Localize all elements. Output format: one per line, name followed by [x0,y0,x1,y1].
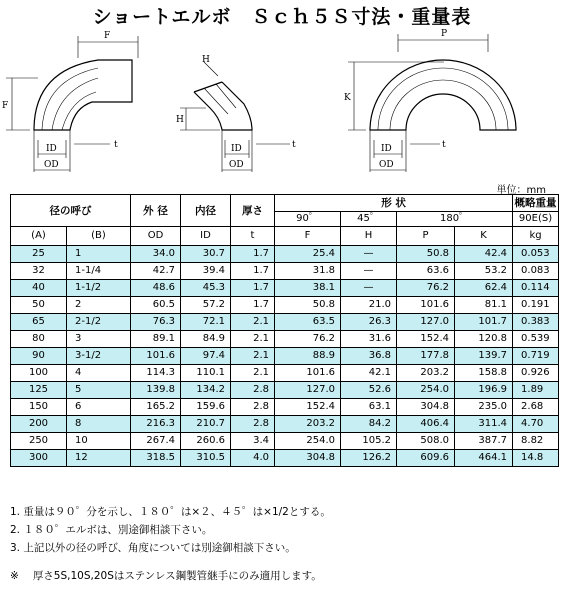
cell-k: 235.0 [455,399,513,416]
header-shape: 形 状 [275,195,513,212]
cell-f: 38.1 [275,280,341,297]
cell-thickness: 2.1 [231,314,275,331]
diagram-label-h-top: H [202,55,210,65]
cell-h: 84.2 [341,416,397,433]
cell-size-b: 1 [67,246,131,263]
cell-weight: 2.68 [513,399,559,416]
cell-size-a: 65 [11,314,67,331]
header-k-symbol: K [455,227,513,246]
cell-f: 127.0 [275,382,341,399]
cell-thickness: 2.8 [231,416,275,433]
cell-size-a: 250 [11,433,67,450]
cell-size-b: 4 [67,365,131,382]
cell-k: 158.8 [455,365,513,382]
cell-p: 406.4 [397,416,455,433]
cell-outer-diameter: 89.1 [131,331,181,348]
cell-size-a: 40 [11,280,67,297]
cell-weight: 14.8 [513,450,559,467]
cell-size-a: 200 [11,416,67,433]
cell-size-a: 90 [11,348,67,365]
cell-thickness: 2.8 [231,382,275,399]
cell-inner-diameter: 30.7 [181,246,231,263]
cell-outer-diameter: 318.5 [131,450,181,467]
cell-weight: 0.114 [513,280,559,297]
cell-weight: 0.719 [513,348,559,365]
cell-k: 101.7 [455,314,513,331]
diagram-label-id-45: ID [231,144,242,154]
cell-size-b: 2-1/2 [67,314,131,331]
elbow-90-drawing [6,36,138,172]
cell-p: 63.6 [397,263,455,280]
cell-h: 42.1 [341,365,397,382]
header-45deg: 45゜ [341,212,397,227]
table-row [11,246,559,263]
diagram-label-t-45: t [292,140,296,150]
cell-size-a: 300 [11,450,67,467]
footnote-text: 厚さ5S,10S,20Sはステンレス鋼製管継手にのみ適用します。 [32,570,322,582]
elbow-180-drawing [348,34,516,172]
cell-weight: 8.82 [513,433,559,450]
dimension-table [10,194,559,467]
header-weight: 概略重量 [513,195,559,212]
cell-thickness: 1.7 [231,246,275,263]
cell-p: 203.2 [397,365,455,382]
header-outer-diameter: 外 径 [131,195,181,227]
cell-k: 53.2 [455,263,513,280]
cell-thickness: 2.1 [231,331,275,348]
diagram-label-t-90: t [114,140,118,150]
cell-p: 127.0 [397,314,455,331]
cell-size-b: 3 [67,331,131,348]
table-row [11,297,559,314]
elbow-45-drawing [180,62,290,172]
diagram-label-id-90: ID [46,144,57,154]
cell-h: 126.2 [341,450,397,467]
table-row [11,348,559,365]
header-p-symbol: P [397,227,455,246]
table-row [11,280,559,297]
cell-p: 177.8 [397,348,455,365]
table-row [11,399,559,416]
cell-outer-diameter: 267.4 [131,433,181,450]
cell-h: 63.1 [341,399,397,416]
cell-thickness: 2.1 [231,348,275,365]
table-row [11,416,559,433]
cell-k: 139.7 [455,348,513,365]
table-row [11,382,559,399]
cell-k: 387.7 [455,433,513,450]
cell-size-a: 25 [11,246,67,263]
header-h-symbol: H [341,227,397,246]
cell-inner-diameter: 45.3 [181,280,231,297]
table-row [11,450,559,467]
cell-p: 101.6 [397,297,455,314]
cell-f: 254.0 [275,433,341,450]
cell-p: 609.6 [397,450,455,467]
cell-f: 304.8 [275,450,341,467]
diagram-label-p: P [441,29,448,39]
unit-label: 単位：mm [496,185,546,196]
cell-inner-diameter: 210.7 [181,416,231,433]
cell-h: 31.6 [341,331,397,348]
table-row [11,365,559,382]
cell-inner-diameter: 159.6 [181,399,231,416]
cell-inner-diameter: 84.9 [181,331,231,348]
cell-size-a: 125 [11,382,67,399]
cell-size-b: 1-1/2 [67,280,131,297]
cell-k: 42.4 [455,246,513,263]
header-180deg: 180゜ [397,212,513,227]
cell-size-b: 6 [67,399,131,416]
cell-inner-diameter: 310.5 [181,450,231,467]
header-b: (B) [67,227,131,246]
diagram-label-f-top: F [104,31,111,41]
header-kg: kg [513,227,559,246]
diagram-label-od-90: OD [44,160,59,170]
cell-size-b: 5 [67,382,131,399]
cell-p: 254.0 [397,382,455,399]
diagram-label-k: K [344,93,351,103]
cell-outer-diameter: 76.3 [131,314,181,331]
cell-size-a: 150 [11,399,67,416]
cell-p: 508.0 [397,433,455,450]
cell-h: 36.8 [341,348,397,365]
cell-inner-diameter: 110.1 [181,365,231,382]
diagram-label-od-180: OD [379,160,394,170]
diagram-label-t-180: t [442,140,446,150]
cell-weight: 0.926 [513,365,559,382]
header-t-symbol: t [231,227,275,246]
cell-h: — [341,280,397,297]
cell-outer-diameter: 165.2 [131,399,181,416]
cell-weight: 0.539 [513,331,559,348]
cell-inner-diameter: 97.4 [181,348,231,365]
cell-p: 304.8 [397,399,455,416]
cell-size-a: 100 [11,365,67,382]
header-inner-diameter: 内径 [181,195,231,227]
cell-size-b: 12 [67,450,131,467]
note-2: 2. １８０゜エルボは、別途御相談下さい。 [10,524,213,536]
cell-thickness: 2.8 [231,399,275,416]
cell-inner-diameter: 57.2 [181,297,231,314]
cell-f: 50.8 [275,297,341,314]
cell-f: 31.8 [275,263,341,280]
note-1: 1. 重量は９０゜分を示し、１８０゜は×２、４５゜は×1/2とする。 [10,506,331,518]
cell-h: 26.3 [341,314,397,331]
elbow-drawings [0,22,564,184]
cell-h: — [341,246,397,263]
page-title: ショートエルボ Ｓｃｈ５Ｓ寸法・重量表 [92,6,472,28]
footnote-mark: ※ [10,570,19,582]
cell-p: 50.8 [397,246,455,263]
cell-h: 21.0 [341,297,397,314]
header-thickness: 厚さ [231,195,275,227]
header-a: (A) [11,227,67,246]
cell-k: 196.9 [455,382,513,399]
table-body [11,246,559,467]
diagram-label-f-side: F [2,101,9,111]
header-weight-sub: 90E(S) [513,212,559,227]
header-90deg: 90゜ [275,212,341,227]
cell-size-a: 50 [11,297,67,314]
cell-outer-diameter: 60.5 [131,297,181,314]
cell-outer-diameter: 34.0 [131,246,181,263]
cell-size-a: 32 [11,263,67,280]
diagram-label-id-180: ID [381,144,392,154]
cell-thickness: 1.7 [231,297,275,314]
cell-size-b: 1-1/4 [67,263,131,280]
cell-size-b: 8 [67,416,131,433]
cell-outer-diameter: 139.8 [131,382,181,399]
cell-inner-diameter: 72.1 [181,314,231,331]
header-nominal-size: 径の呼び [11,195,131,227]
cell-thickness: 2.1 [231,365,275,382]
cell-f: 203.2 [275,416,341,433]
diagram-label-od-45: OD [229,160,244,170]
cell-h: 105.2 [341,433,397,450]
cell-outer-diameter: 42.7 [131,263,181,280]
diagram-label-h-side: H [176,115,184,125]
table-row [11,314,559,331]
footnote [10,568,322,583]
cell-size-a: 80 [11,331,67,348]
note-3: 3. 上記以外の径の呼び、角度については別途御相談下さい。 [10,542,296,554]
notes [10,503,331,557]
header-id-symbol: ID [181,227,231,246]
cell-size-b: 3-1/2 [67,348,131,365]
cell-k: 311.4 [455,416,513,433]
cell-weight: 0.191 [513,297,559,314]
cell-inner-diameter: 134.2 [181,382,231,399]
elbow-diagrams [0,22,564,184]
cell-thickness: 1.7 [231,280,275,297]
cell-size-b: 10 [67,433,131,450]
table-row [11,331,559,348]
cell-inner-diameter: 39.4 [181,263,231,280]
cell-p: 152.4 [397,331,455,348]
table-row [11,433,559,450]
cell-outer-diameter: 114.3 [131,365,181,382]
cell-p: 76.2 [397,280,455,297]
cell-thickness: 3.4 [231,433,275,450]
cell-size-b: 2 [67,297,131,314]
cell-f: 88.9 [275,348,341,365]
cell-inner-diameter: 260.6 [181,433,231,450]
cell-f: 63.5 [275,314,341,331]
cell-weight: 1.89 [513,382,559,399]
cell-h: 52.6 [341,382,397,399]
cell-outer-diameter: 216.3 [131,416,181,433]
cell-thickness: 4.0 [231,450,275,467]
cell-outer-diameter: 48.6 [131,280,181,297]
cell-weight: 0.083 [513,263,559,280]
cell-k: 464.1 [455,450,513,467]
cell-k: 120.8 [455,331,513,348]
cell-weight: 0.053 [513,246,559,263]
cell-weight: 0.383 [513,314,559,331]
cell-f: 101.6 [275,365,341,382]
cell-weight: 4.70 [513,416,559,433]
cell-thickness: 1.7 [231,263,275,280]
header-od-symbol: OD [131,227,181,246]
cell-f: 152.4 [275,399,341,416]
cell-outer-diameter: 101.6 [131,348,181,365]
cell-f: 25.4 [275,246,341,263]
cell-k: 62.4 [455,280,513,297]
cell-k: 81.1 [455,297,513,314]
table-row [11,263,559,280]
cell-h: — [341,263,397,280]
header-f-symbol: F [275,227,341,246]
cell-f: 76.2 [275,331,341,348]
